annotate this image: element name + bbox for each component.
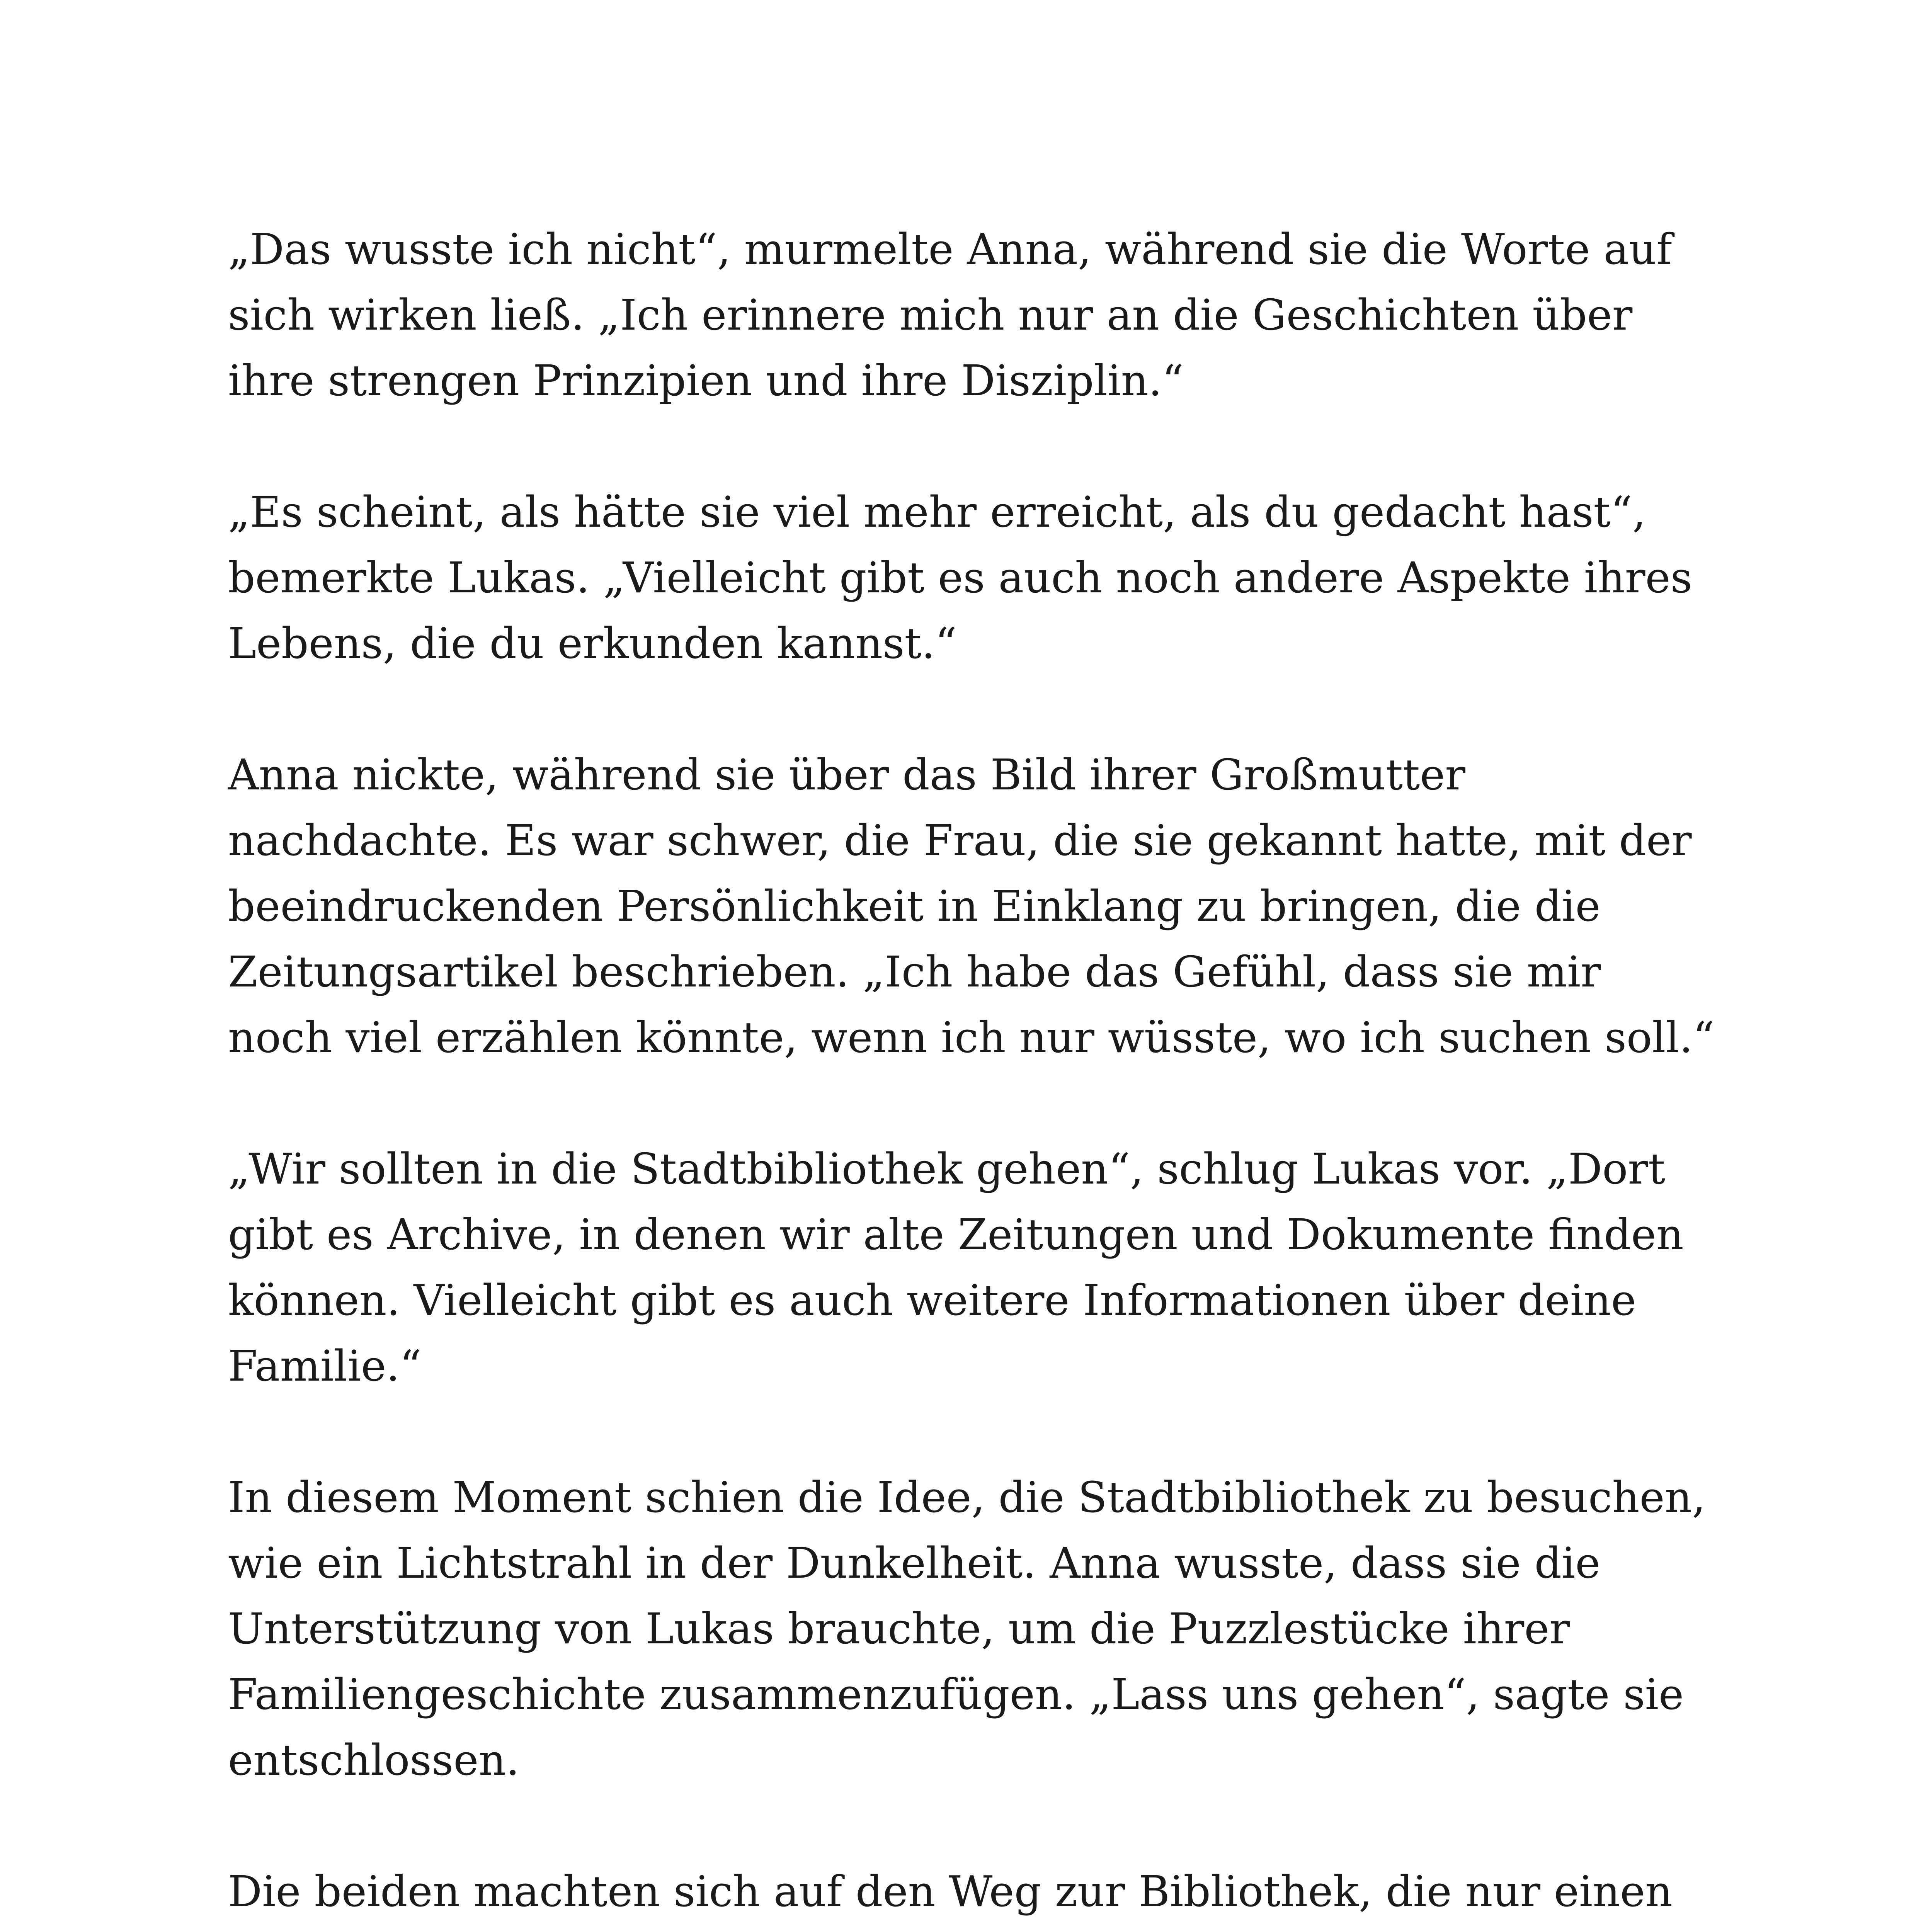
paragraph-4: „Wir sollten in die Stadtbibliothek gehen“, schlug Lukas vor. „Dort gibt es Archive, in denen wir alte Zeitungen und Dokumente finden können. Vielleicht gibt es auch weitere Informationen über deine Familie.“ <box>228 1144 1684 1391</box>
paragraph-5: In diesem Moment schien die Idee, die Stadtbibliothek zu besuchen, wie ein Lichtstrahl in der Dunkelheit. Anna wusste, dass sie die Unterstützung von Lukas brauchte, um die Puzzlestücke ihrer Familiengeschichte zusammenzufügen. „Lass uns gehen“, sagte sie entschlossen. <box>228 1473 1706 1785</box>
body-text <box>228 216 1716 1932</box>
paragraph-2: „Es scheint, als hätte sie viel mehr erreicht, als du gedacht hast“, bemerkte Lukas. „Vielleicht gibt es auch noch andere Aspekte ihres Lebens, die du erkunden kannst.“ <box>228 487 1693 668</box>
paragraph-6: Die beiden machten sich auf den Weg zur Bibliothek, die nur einen <box>228 1867 1673 1916</box>
paragraph-3: Anna nickte, während sie über das Bild ihrer Großmutter nachdachte. Es war schwer, die Frau, die sie gekannt hatte, mit der beeindruckenden Persönlichkeit in Einklang zu bringen, die die Zeitungsartikel beschrieben. „Ich habe das Gefühl, dass sie mir noch viel erzählen könnte, wenn ich nur wüsste, wo ich suchen soll.“ <box>228 750 1715 1062</box>
paragraph-1: „Das wusste ich nicht“, murmelte Anna, während sie die Worte auf sich wirken ließ. „Ich erinnere mich nur an die Geschichten über ihre strengen Prinzipien und ihre Disziplin.“ <box>228 224 1672 405</box>
